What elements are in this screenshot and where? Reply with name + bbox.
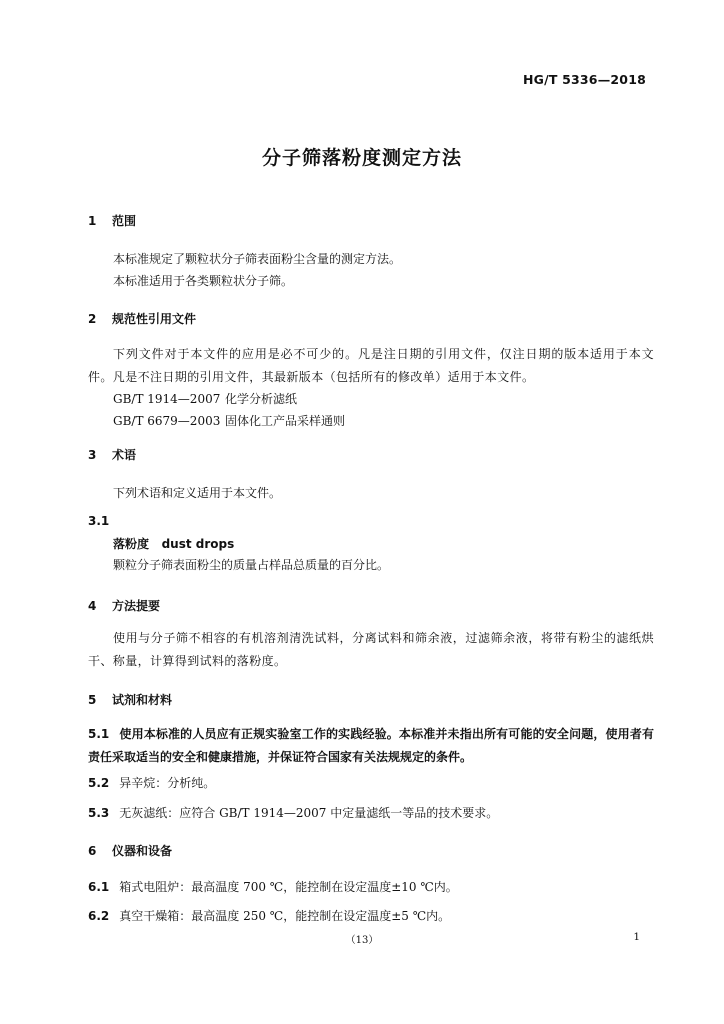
normative-references-paragraph: 下列文件对于本文件的应用是必不可少的。凡是注日期的引用文件，仅注日期的版本适用于本文件。凡是不注日期的引用文件，其最新版本（包括所有的修改单）适用于本文件。 — [88, 347, 654, 384]
section-title: 方法提要 — [112, 599, 161, 613]
clause-text: 异辛烷：分析纯。 — [119, 776, 216, 790]
section-number: 5 — [88, 693, 97, 707]
reference-item — [113, 390, 297, 407]
clause-5-1 — [88, 723, 654, 769]
reference-item — [113, 412, 345, 429]
section-title: 术语 — [112, 448, 137, 462]
scope-line-1: 本标准规定了颗粒状分子筛表面粉尘含量的测定方法。 — [113, 252, 402, 266]
term-zh: 落粉度 — [113, 537, 150, 551]
clause-number: 5.2 — [88, 776, 110, 790]
reference-code: GB/T 1914—2007 — [113, 392, 221, 406]
term-entry — [113, 535, 234, 552]
clause-number: 6.1 — [88, 880, 110, 894]
clause-text: 真空干燥箱：最高温度 250 ℃，能控制在设定温度±5 ℃内。 — [119, 909, 451, 923]
clause-number: 6.2 — [88, 909, 110, 923]
reference-title: 化学分析滤纸 — [225, 392, 298, 406]
section-number: 2 — [88, 312, 97, 326]
section-number: 1 — [88, 214, 97, 228]
terms-intro: 下列术语和定义适用于本文件。 — [113, 486, 282, 500]
section-title: 仪器和设备 — [112, 844, 173, 858]
scope-line-2: 本标准适用于各类颗粒状分子筛。 — [113, 274, 294, 288]
section-2-heading — [88, 310, 196, 327]
footer-sequence: （13） — [345, 935, 379, 946]
section-number: 4 — [88, 599, 97, 613]
section-6-heading — [88, 842, 172, 859]
page-number: 1 — [633, 931, 640, 943]
section-number: 6 — [88, 844, 97, 858]
clause-number: 5.3 — [88, 806, 110, 820]
clause-text: 无灰滤纸：应符合 GB/T 1914—2007 中定量滤纸一等品的技术要求。 — [119, 806, 499, 820]
method-summary-paragraph: 使用与分子筛不相容的有机溶剂清洗试料，分离试料和筛余液，过滤筛余液，将带有粉尘的滤纸烘干、称量，计算得到试料的落粉度。 — [88, 631, 654, 668]
clause-6-1 — [88, 876, 654, 899]
clause-6-2 — [88, 905, 654, 928]
section-1-heading — [88, 212, 136, 229]
subclause-number: 3.1 — [88, 514, 110, 528]
reference-code: GB/T 6679—2003 — [113, 414, 221, 428]
clause-number: 5.1 — [88, 727, 110, 741]
document-title: 分子筛落粉度测定方法 — [261, 147, 462, 169]
clause-text: 箱式电阻炉：最高温度 700 ℃，能控制在设定温度±10 ℃内。 — [119, 880, 458, 894]
clause-5-2 — [88, 772, 654, 795]
standard-code: HG/T 5336—2018 — [522, 72, 646, 87]
section-title: 试剂和材料 — [112, 693, 173, 707]
section-number: 3 — [88, 448, 97, 462]
term-en: dust drops — [161, 537, 235, 551]
section-title: 规范性引用文件 — [112, 312, 197, 326]
section-title: 范围 — [112, 214, 137, 228]
section-5-heading — [88, 691, 172, 708]
reference-title: 固体化工产品采样通则 — [225, 414, 346, 428]
clause-text: 使用本标准的人员应有正规实验室工作的实践经验。本标准并未指出所有可能的安全问题，使用者有责任采取适当的安全和健康措施，并保证符合国家有关法规规定的条件。 — [88, 727, 654, 764]
section-3-heading — [88, 446, 136, 463]
clause-5-3 — [88, 802, 654, 825]
term-definition: 颗粒分子筛表面粉尘的质量占样品总质量的百分比。 — [113, 558, 390, 572]
section-4-heading — [88, 597, 160, 614]
